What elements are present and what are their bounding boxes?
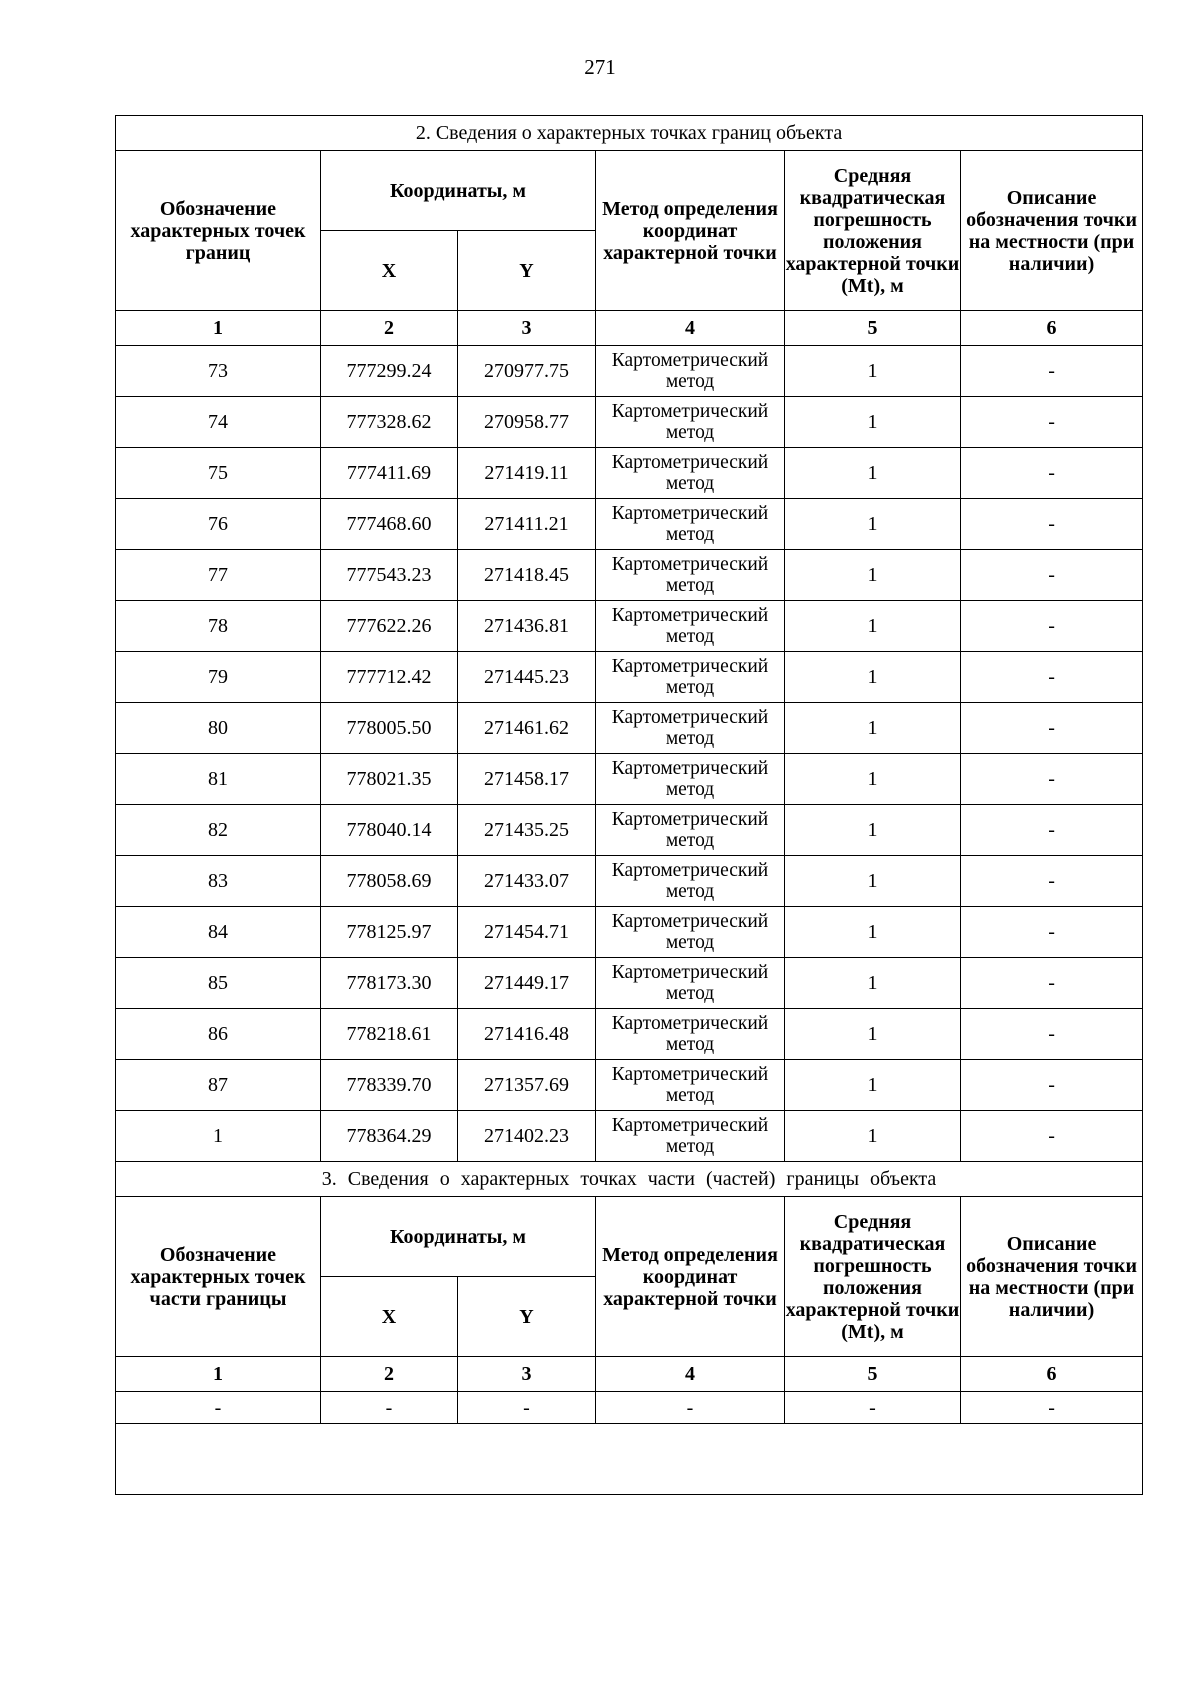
header-error: Средняя квадратическая погрешность положения характерной точки (Mt), м: [785, 1197, 961, 1357]
table-row: [116, 1111, 1143, 1162]
error-cell: 1: [785, 907, 961, 958]
method-cell: Картометрический метод: [596, 805, 785, 856]
point-id-cell: 82: [116, 805, 321, 856]
point-id-cell: 78: [116, 601, 321, 652]
x-coordinate-cell: 777712.42: [321, 652, 458, 703]
table-row: [116, 1060, 1143, 1111]
column-number: 4: [596, 311, 785, 346]
point-id-cell: 87: [116, 1060, 321, 1111]
point-id-cell: 84: [116, 907, 321, 958]
header-x: X: [321, 231, 458, 311]
section3-title: 3. Сведения о характерных точках части (частей) границы объекта: [116, 1162, 1143, 1197]
header-coordinates: Координаты, м: [321, 1197, 596, 1277]
column-number: 1: [116, 311, 321, 346]
x-coordinate-cell: 777468.60: [321, 499, 458, 550]
table-row: [116, 448, 1143, 499]
method-cell: Картометрический метод: [596, 907, 785, 958]
x-coordinate-cell: 778058.69: [321, 856, 458, 907]
y-coordinate-cell: 271419.11: [458, 448, 596, 499]
point-id-cell: -: [116, 1392, 321, 1424]
y-coordinate-cell: 271449.17: [458, 958, 596, 1009]
header-method: Метод определения координат характерной точки: [596, 151, 785, 311]
x-coordinate-cell: 778005.50: [321, 703, 458, 754]
column-number: 1: [116, 1357, 321, 1392]
x-coordinate-cell: 778125.97: [321, 907, 458, 958]
table-row: [116, 958, 1143, 1009]
point-id-cell: 74: [116, 397, 321, 448]
description-cell: -: [961, 1392, 1143, 1424]
point-id-cell: 79: [116, 652, 321, 703]
point-id-cell: 86: [116, 1009, 321, 1060]
error-cell: 1: [785, 856, 961, 907]
table-row: [116, 907, 1143, 958]
point-id-cell: 83: [116, 856, 321, 907]
page-number: 271: [584, 55, 616, 79]
method-cell: Картометрический метод: [596, 856, 785, 907]
point-id-cell: 76: [116, 499, 321, 550]
error-cell: 1: [785, 346, 961, 397]
column-number: 4: [596, 1357, 785, 1392]
method-cell: Картометрический метод: [596, 754, 785, 805]
error-cell: -: [785, 1392, 961, 1424]
point-id-cell: 77: [116, 550, 321, 601]
method-cell: Картометрический метод: [596, 703, 785, 754]
description-cell: -: [961, 550, 1143, 601]
point-id-cell: 81: [116, 754, 321, 805]
table-row: [116, 1392, 1143, 1424]
description-cell: -: [961, 856, 1143, 907]
description-cell: -: [961, 805, 1143, 856]
error-cell: 1: [785, 1009, 961, 1060]
x-coordinate-cell: 778040.14: [321, 805, 458, 856]
column-number: 2: [321, 1357, 458, 1392]
method-cell: Картометрический метод: [596, 499, 785, 550]
y-coordinate-cell: 271445.23: [458, 652, 596, 703]
y-coordinate-cell: 271411.21: [458, 499, 596, 550]
point-id-cell: 1: [116, 1111, 321, 1162]
method-cell: Картометрический метод: [596, 397, 785, 448]
error-cell: 1: [785, 958, 961, 1009]
x-coordinate-cell: 778364.29: [321, 1111, 458, 1162]
y-coordinate-cell: 271416.48: [458, 1009, 596, 1060]
table-row: [116, 856, 1143, 907]
column-number: 5: [785, 311, 961, 346]
description-cell: -: [961, 346, 1143, 397]
error-cell: 1: [785, 1060, 961, 1111]
column-number: 3: [458, 1357, 596, 1392]
x-coordinate-cell: 778021.35: [321, 754, 458, 805]
description-cell: -: [961, 754, 1143, 805]
description-cell: -: [961, 1060, 1143, 1111]
description-cell: -: [961, 907, 1143, 958]
table-row: [116, 499, 1143, 550]
error-cell: 1: [785, 499, 961, 550]
column-number: 2: [321, 311, 458, 346]
error-cell: 1: [785, 1111, 961, 1162]
point-id-cell: 75: [116, 448, 321, 499]
x-coordinate-cell: 777543.23: [321, 550, 458, 601]
y-coordinate-cell: 271433.07: [458, 856, 596, 907]
x-coordinate-cell: 777622.26: [321, 601, 458, 652]
y-coordinate-cell: 270977.75: [458, 346, 596, 397]
y-coordinate-cell: -: [458, 1392, 596, 1424]
header-point-designation: Обозначение характерных точек границ: [116, 151, 321, 311]
table-row: [116, 346, 1143, 397]
x-coordinate-cell: 777328.62: [321, 397, 458, 448]
table-row: [116, 397, 1143, 448]
point-id-cell: 85: [116, 958, 321, 1009]
header-method: Метод определения координат характерной точки: [596, 1197, 785, 1357]
y-coordinate-cell: 271458.17: [458, 754, 596, 805]
error-cell: 1: [785, 703, 961, 754]
error-cell: 1: [785, 397, 961, 448]
method-cell: Картометрический метод: [596, 652, 785, 703]
x-coordinate-cell: 778218.61: [321, 1009, 458, 1060]
description-cell: -: [961, 499, 1143, 550]
column-number: 5: [785, 1357, 961, 1392]
method-cell: Картометрический метод: [596, 1111, 785, 1162]
error-cell: 1: [785, 550, 961, 601]
table-row: [116, 805, 1143, 856]
empty-footer-cell: [116, 1424, 1143, 1495]
table-row: [116, 652, 1143, 703]
x-coordinate-cell: -: [321, 1392, 458, 1424]
method-cell: Картометрический метод: [596, 1060, 785, 1111]
description-cell: -: [961, 652, 1143, 703]
y-coordinate-cell: 271418.45: [458, 550, 596, 601]
header-point-designation: Обозначение характерных точек части границы: [116, 1197, 321, 1357]
x-coordinate-cell: 778173.30: [321, 958, 458, 1009]
description-cell: -: [961, 958, 1143, 1009]
method-cell: -: [596, 1392, 785, 1424]
table-row: [116, 1009, 1143, 1060]
header-y: Y: [458, 1277, 596, 1357]
table-row: [116, 703, 1143, 754]
section2-title: 2. Сведения о характерных точках границ объекта: [116, 116, 1143, 151]
header-description: Описание обозначения точки на местности (при наличии): [961, 1197, 1143, 1357]
point-id-cell: 73: [116, 346, 321, 397]
column-number: 3: [458, 311, 596, 346]
y-coordinate-cell: 271357.69: [458, 1060, 596, 1111]
description-cell: -: [961, 1009, 1143, 1060]
method-cell: Картометрический метод: [596, 1009, 785, 1060]
header-coordinates: Координаты, м: [321, 151, 596, 231]
y-coordinate-cell: 270958.77: [458, 397, 596, 448]
column-numbers-row: [116, 1357, 1143, 1392]
method-cell: Картометрический метод: [596, 550, 785, 601]
error-cell: 1: [785, 601, 961, 652]
error-cell: 1: [785, 448, 961, 499]
description-cell: -: [961, 703, 1143, 754]
y-coordinate-cell: 271454.71: [458, 907, 596, 958]
table-row: [116, 601, 1143, 652]
description-cell: -: [961, 601, 1143, 652]
method-cell: Картометрический метод: [596, 958, 785, 1009]
error-cell: 1: [785, 805, 961, 856]
header-y: Y: [458, 231, 596, 311]
header-x: X: [321, 1277, 458, 1357]
x-coordinate-cell: 777299.24: [321, 346, 458, 397]
description-cell: -: [961, 1111, 1143, 1162]
y-coordinate-cell: 271402.23: [458, 1111, 596, 1162]
boundary-points-table: [115, 115, 1143, 1495]
header-description: Описание обозначения точки на местности (при наличии): [961, 151, 1143, 311]
y-coordinate-cell: 271436.81: [458, 601, 596, 652]
table-row: [116, 550, 1143, 601]
description-cell: -: [961, 448, 1143, 499]
y-coordinate-cell: 271435.25: [458, 805, 596, 856]
table-row: [116, 754, 1143, 805]
method-cell: Картометрический метод: [596, 448, 785, 499]
column-numbers-row: [116, 311, 1143, 346]
description-cell: -: [961, 397, 1143, 448]
column-number: 6: [961, 1357, 1143, 1392]
error-cell: 1: [785, 652, 961, 703]
error-cell: 1: [785, 754, 961, 805]
method-cell: Картометрический метод: [596, 601, 785, 652]
x-coordinate-cell: 777411.69: [321, 448, 458, 499]
header-error: Средняя квадратическая погрешность положения характерной точки (Mt), м: [785, 151, 961, 311]
method-cell: Картометрический метод: [596, 346, 785, 397]
point-id-cell: 80: [116, 703, 321, 754]
y-coordinate-cell: 271461.62: [458, 703, 596, 754]
x-coordinate-cell: 778339.70: [321, 1060, 458, 1111]
column-number: 6: [961, 311, 1143, 346]
